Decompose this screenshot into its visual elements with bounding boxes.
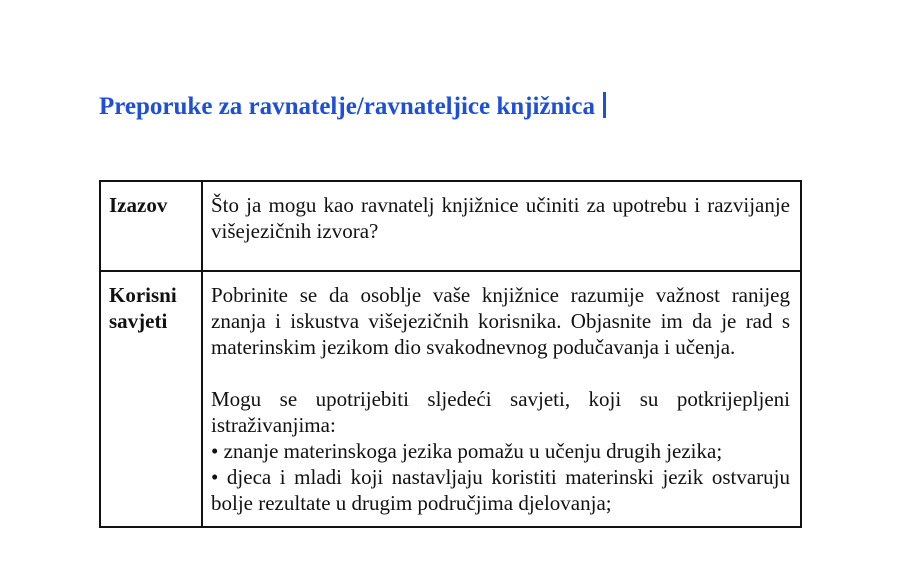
tips-content-cell bbox=[202, 271, 801, 527]
tips-paragraph-1: Pobrinite se da osoblje vaše knjižnice razumije važnost ranijeg znanja i iskustva višejezičnih korisnika. Objasnite im da je rad s materinskim jezikom dio svakodnevnog podučavanja i učenja. bbox=[211, 283, 790, 359]
table-row-tips bbox=[100, 271, 801, 527]
challenge-text: Što ja mogu kao ravnatelj knjižnice učiniti za upotrebu i razvijanje višejezičnih izvora? bbox=[211, 193, 790, 243]
challenge-label: Izazov bbox=[109, 193, 168, 217]
tips-bullet-1: • znanje materinskoga jezika pomažu u učenju drugih jezika; bbox=[211, 439, 723, 463]
table-row-challenge bbox=[100, 181, 801, 271]
tips-label-cell bbox=[100, 271, 202, 527]
challenge-content-cell bbox=[202, 181, 801, 271]
challenge-label-cell bbox=[100, 181, 202, 271]
text-cursor bbox=[603, 92, 606, 118]
page-title bbox=[99, 92, 606, 121]
tips-label-line2: savjeti bbox=[109, 309, 168, 333]
advice-table bbox=[99, 180, 802, 528]
tips-bullet-2: • djeca i mladi koji nastavljaju koristiti materinski jezik ostvaruju bolje rezultate u drugim područjima djelovanja; bbox=[211, 465, 790, 515]
tips-label-line1: Korisni bbox=[109, 283, 177, 307]
page-title-text: Preporuke za ravnatelje/ravnateljice knjižnica bbox=[99, 93, 595, 120]
tips-paragraph-2: Mogu se upotrijebiti sljedeći savjeti, koji su potkrijepljeni istraživanjima: bbox=[211, 387, 790, 437]
